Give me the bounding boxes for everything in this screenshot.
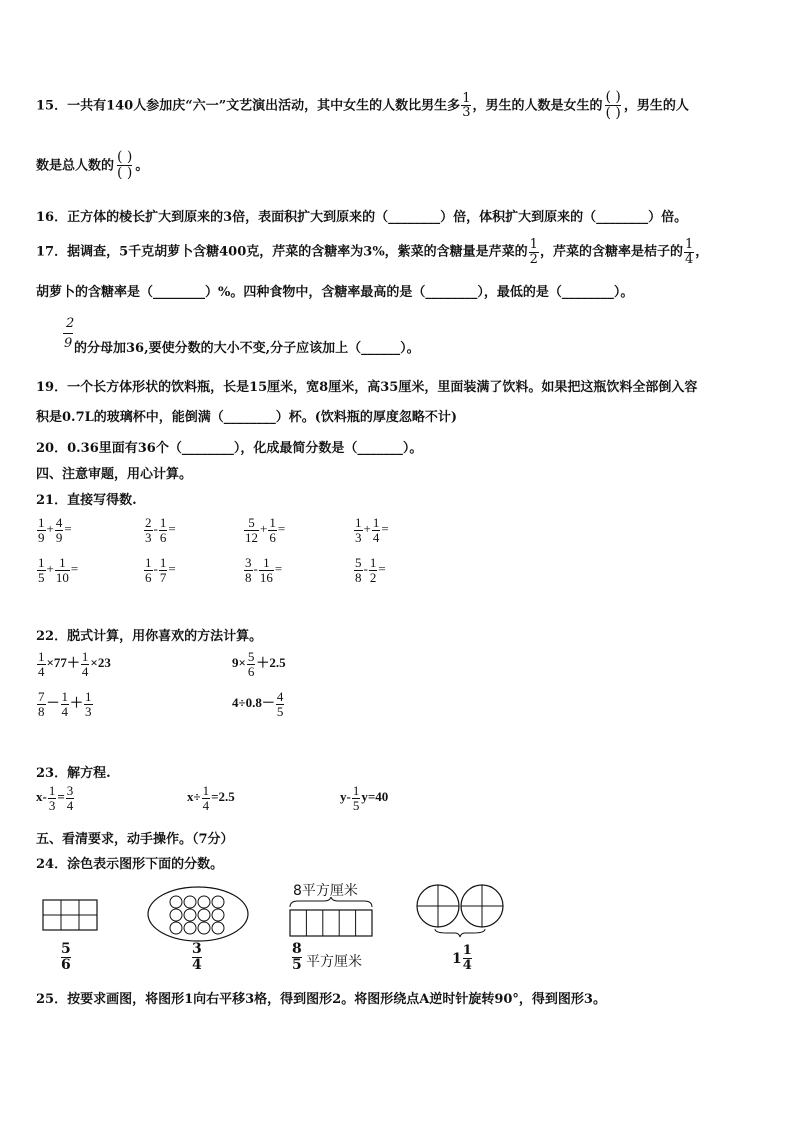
denominator: 8: [355, 569, 362, 585]
q23-title: 23．解方程.: [36, 766, 111, 781]
numerator: 1: [159, 555, 167, 570]
denominator: 3: [48, 797, 56, 813]
q15-text-c: ，男生的人: [623, 98, 689, 114]
numerator: 1: [372, 515, 380, 530]
rectangle-grid-figure[interactable]: [42, 899, 98, 931]
q18-text: 的分母加36,要使分数的大小不变,分子应该加上（______）。: [74, 341, 420, 356]
operator: ×23: [90, 655, 111, 671]
blank-numerator: ( ): [605, 89, 621, 105]
denominator: 6: [61, 957, 71, 974]
denominator: 4: [61, 703, 69, 719]
operator: +: [46, 561, 54, 577]
q21-problem: [143, 516, 176, 544]
denominator: 4: [38, 663, 45, 679]
figure-3-top-label: 8平方厘米: [293, 883, 358, 899]
denominator: 8: [245, 569, 252, 585]
denominator: 5: [276, 703, 284, 719]
q16-text: 16．正方体的棱长扩大到原来的3倍，表面积扩大到原来的（________）倍，体积扩大到原来的（________）倍。: [36, 210, 688, 225]
q21-title: 21．直接写得数.: [36, 493, 137, 508]
fraction-bar: [63, 333, 73, 334]
q21-problem: [36, 556, 78, 584]
operator: +: [363, 521, 371, 537]
q22-expression-3: [36, 690, 94, 718]
denominator: 9: [55, 529, 63, 545]
figure-1-fraction: [61, 942, 71, 974]
denominator: 9: [38, 529, 45, 545]
denominator: 5: [38, 569, 45, 585]
numerator: 1: [85, 689, 92, 704]
q17-text-b: ，芹菜的含糖率是桔子的: [539, 244, 683, 260]
q23-equation-1: [36, 784, 75, 812]
q21-problem: [243, 556, 282, 584]
numerator: 1: [462, 943, 472, 958]
q17-line2: 胡萝卜的含糖率是（________）%。四种食物中，含糖率最高的是（________），最低的是（________）。: [36, 285, 634, 300]
q15-line1: [36, 90, 689, 122]
q22-expression-1: [36, 650, 111, 678]
q15-text-d: 数是总人数的: [36, 158, 115, 174]
q20-text: 20．0.36里面有36个（________），化成最简分数是（_______）。: [36, 441, 423, 456]
q15-line2: [36, 150, 148, 182]
equals[interactable]: =: [381, 521, 389, 537]
figure-2-fraction: [192, 942, 202, 974]
numerator: 5: [248, 515, 255, 530]
numerator: 1: [202, 783, 210, 798]
q19-line2: 积是0.7L的玻璃杯中，能倒满（________）杯。(饮料瓶的厚度忽略不计): [36, 410, 458, 425]
numerator: 1: [355, 515, 362, 530]
figure-4-mixed-number: [452, 944, 472, 974]
numerator: 1: [269, 515, 276, 530]
denominator: 3: [85, 703, 92, 719]
denominator: 9: [64, 336, 73, 351]
blank-denominator: ( ): [605, 105, 621, 122]
operator: -: [153, 521, 158, 537]
numerator: 1: [38, 555, 45, 570]
q21-problem: [353, 556, 386, 584]
denominator: 6: [247, 663, 255, 679]
q15-text-b: ，男生的人数是女生的: [472, 98, 603, 114]
denominator: 7: [159, 569, 167, 585]
q22-expression-2: [232, 650, 286, 678]
prefix: x÷: [187, 789, 201, 805]
numerator: 5: [61, 941, 71, 957]
blank-denominator: ( ): [117, 165, 133, 182]
prefix: 4÷0.8－: [232, 695, 275, 711]
operator: +: [46, 521, 54, 537]
equals[interactable]: =: [277, 521, 286, 537]
prefix: y-: [340, 789, 351, 805]
numerator: 1: [369, 555, 377, 570]
figure-3-fraction: [292, 942, 302, 974]
numerator: 1: [263, 555, 270, 570]
denominator: 4: [372, 529, 380, 545]
operator: ＋: [70, 695, 84, 711]
denominator: 16: [259, 569, 273, 585]
prefix: 9×: [232, 655, 246, 671]
q19-line1: 19．一个长方体形状的饮料瓶，长是15厘米，宽8厘米，高35厘米，里面装满了饮料。如果把这瓶饮料全部倒入容: [36, 380, 698, 395]
numerator: 5: [247, 649, 255, 664]
whole-number: 1: [452, 950, 462, 967]
denominator: 6: [159, 529, 167, 545]
equals[interactable]: =: [70, 561, 79, 577]
q17-fraction-2: [684, 238, 694, 266]
suffix: y=40: [361, 789, 389, 805]
denominator: 12: [245, 529, 258, 545]
numerator: 1: [81, 649, 89, 664]
numerator: 2: [145, 515, 152, 530]
equals[interactable]: =: [168, 561, 176, 577]
blank-numerator: ( ): [117, 149, 133, 165]
equals[interactable]: =: [378, 561, 386, 577]
q23-equation-2: [187, 784, 235, 812]
q25-text: 25．按要求画图，将图形1向右平移3格，得到图形2。将图形绕点A逆时针旋转90°，得到图形3。: [36, 992, 606, 1007]
denominator: 8: [38, 703, 45, 719]
equals[interactable]: =: [64, 521, 72, 537]
numerator: 8: [292, 941, 302, 957]
operator: +: [260, 521, 268, 537]
suffix: ＋2.5: [256, 655, 286, 671]
q17-fraction-1: [529, 238, 539, 266]
q24-title: 24．涂色表示图形下面的分数。: [36, 857, 224, 872]
denominator: 3: [462, 105, 471, 121]
ellipse-circles-figure[interactable]: [146, 885, 250, 943]
denominator: 4: [202, 797, 210, 813]
prefix: x-: [36, 789, 47, 805]
q15-fraction: [461, 92, 471, 120]
numerator: 1: [684, 237, 694, 252]
denominator: 10: [55, 569, 69, 585]
denominator: 4: [81, 663, 89, 679]
numerator: 3: [245, 555, 252, 570]
q15-text-e: 。: [135, 158, 149, 174]
numerator: 1: [159, 515, 167, 530]
numerator: 1: [352, 783, 360, 798]
q18-line: [36, 316, 420, 356]
suffix: =2.5: [211, 789, 235, 805]
q21-problem: [353, 516, 389, 544]
numerator: 1: [462, 90, 471, 106]
denominator: 4: [462, 958, 472, 974]
q22-title: 22．脱式计算，用你喜欢的方法计算。: [36, 629, 263, 644]
operator: -: [253, 561, 258, 577]
operator: -: [363, 561, 368, 577]
numerator: 1: [59, 555, 66, 570]
numerator: 1: [529, 237, 538, 252]
numerator: 7: [38, 689, 45, 704]
numerator: 1: [61, 689, 69, 704]
denominator: 3: [145, 529, 152, 545]
q21-problem: [143, 556, 176, 584]
numerator: 1: [48, 783, 56, 798]
q15-answer-blank-1[interactable]: [605, 90, 620, 122]
numerator: 3: [66, 783, 74, 798]
q17-text-c: ，: [695, 244, 709, 260]
figure-3-unit: 平方厘米: [306, 954, 362, 970]
q23-equation-3: [340, 784, 388, 812]
equals: =: [57, 789, 65, 805]
denominator: 4: [192, 957, 202, 974]
numerator: 1: [38, 649, 45, 664]
denominator: 2: [369, 569, 377, 585]
q17-text-a: 17．据调查，5千克胡萝卜含糖400克，芹菜的含糖率为3%，紫菜的含糖量是芹菜的: [36, 244, 528, 260]
q21-problem: [36, 516, 72, 544]
denominator: 2: [529, 251, 538, 267]
operator: -: [153, 561, 158, 577]
numerator: 4: [276, 689, 284, 704]
numerator: 1: [38, 515, 45, 530]
denominator: 5: [292, 957, 302, 974]
denominator: 3: [355, 529, 362, 545]
numerator: 1: [145, 555, 152, 570]
q15-text-a: 15．一共有140人参加庆“六一”文艺演出活动，其中女生的人数比男生多: [36, 98, 461, 114]
denominator: 4: [66, 797, 74, 813]
equals[interactable]: =: [168, 521, 176, 537]
strip-figure[interactable]: [288, 897, 374, 939]
section-5-title: 五、看清要求，动手操作。（7分）: [36, 832, 234, 847]
numerator: 3: [192, 941, 202, 957]
numerator: 5: [355, 555, 362, 570]
q22-expression-4: [232, 690, 285, 718]
q17-line1: [36, 238, 708, 266]
denominator: 6: [269, 529, 276, 545]
numerator: 4: [55, 515, 63, 530]
two-circles-figure[interactable]: [415, 883, 507, 941]
numerator: 2: [66, 316, 75, 331]
operator: －: [46, 695, 60, 711]
operator: ×77＋: [46, 655, 80, 671]
denominator: 4: [684, 251, 694, 267]
denominator: 5: [352, 797, 360, 813]
denominator: 6: [145, 569, 152, 585]
q18-fraction: [36, 316, 75, 356]
q15-answer-blank-2[interactable]: [117, 150, 132, 182]
section-4-title: 四、注意审题，用心计算。: [36, 467, 193, 482]
equals[interactable]: =: [274, 561, 283, 577]
q21-problem: [243, 516, 285, 544]
